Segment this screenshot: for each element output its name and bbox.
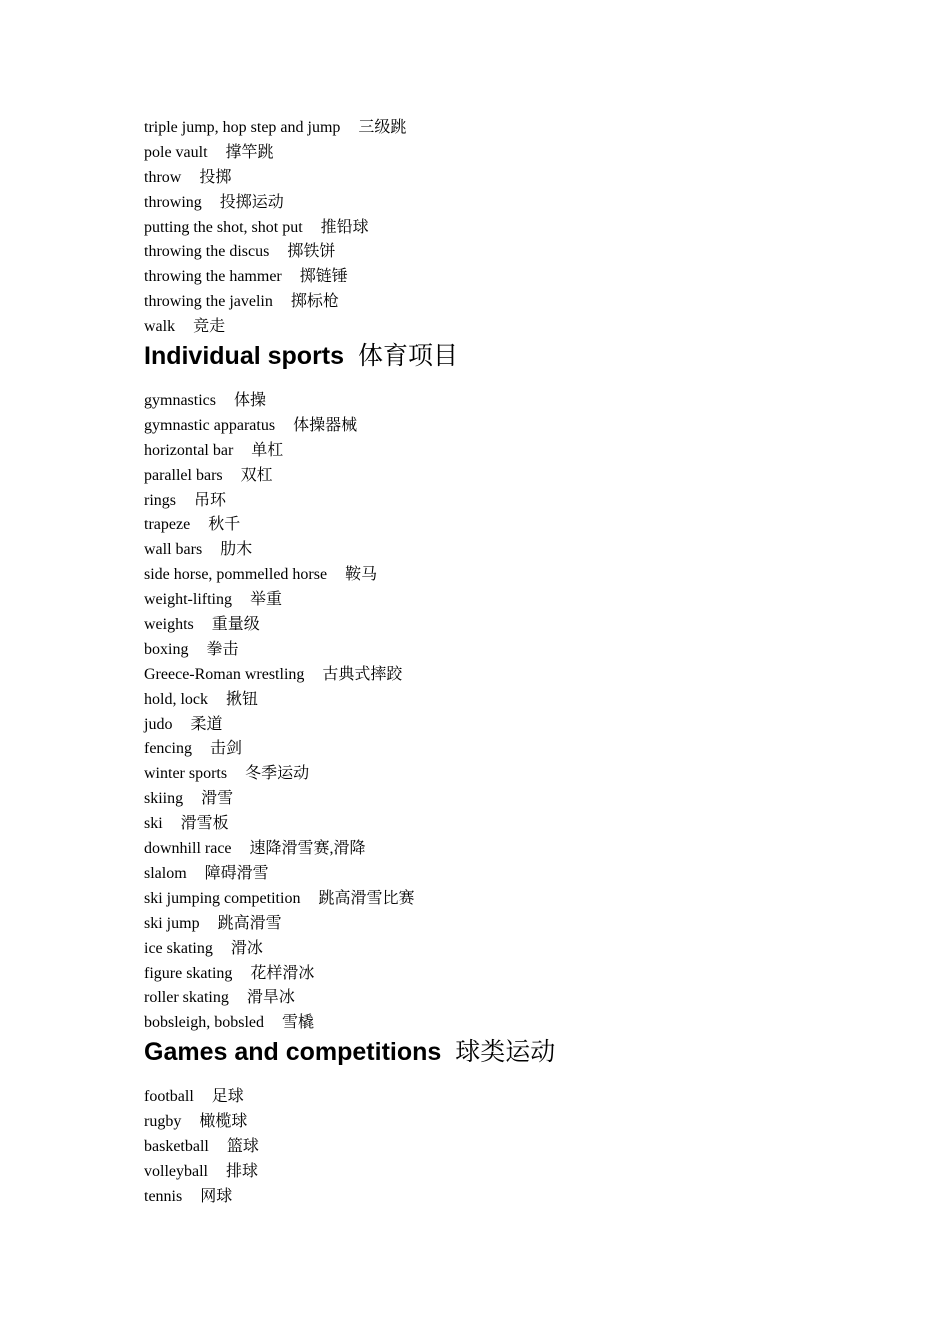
vocab-entry bbox=[144, 1011, 904, 1036]
term-zh: 古典式摔跤 bbox=[322, 665, 403, 683]
term-zh: 撑竿跳 bbox=[225, 143, 274, 161]
heading-zh: 球类运动 bbox=[455, 1038, 556, 1067]
term-zh: 击剑 bbox=[209, 740, 242, 758]
term-zh: 三级跳 bbox=[358, 119, 407, 136]
term-en: bobsleigh, bobsled bbox=[144, 1014, 264, 1032]
vocab-entry bbox=[144, 1110, 904, 1135]
heading-en: Individual sports bbox=[144, 342, 345, 371]
term-zh: 花样滑冰 bbox=[250, 964, 315, 982]
individual-sports-list bbox=[144, 389, 904, 1036]
vocab-entry bbox=[144, 563, 904, 588]
vocab-entry bbox=[144, 389, 904, 414]
vocab-entry bbox=[144, 937, 904, 962]
vocab-entry bbox=[144, 141, 904, 166]
athletics-list bbox=[144, 116, 904, 340]
term-en: weights bbox=[144, 616, 194, 634]
term-en: pole vault bbox=[144, 143, 208, 161]
section-heading-individual-sports bbox=[144, 342, 904, 382]
term-zh: 竞走 bbox=[193, 318, 226, 336]
term-en: putting the shot, shot put bbox=[144, 218, 303, 236]
section-heading-games-and-competitions bbox=[144, 1038, 904, 1078]
term-en: parallel bars bbox=[144, 466, 223, 484]
vocab-entry bbox=[144, 1160, 904, 1185]
term-en: triple jump, hop step and jump bbox=[144, 119, 341, 136]
term-en: weight-lifting bbox=[144, 591, 232, 609]
vocab-entry bbox=[144, 962, 904, 987]
term-zh: 投掷运动 bbox=[219, 193, 284, 211]
term-zh: 雪橇 bbox=[282, 1014, 315, 1032]
term-en: throwing the discus bbox=[144, 243, 270, 261]
term-en: boxing bbox=[144, 640, 189, 658]
term-en: rugby bbox=[144, 1113, 182, 1131]
term-en: horizontal bar bbox=[144, 441, 234, 459]
term-zh: 速降滑雪赛,滑降 bbox=[249, 840, 366, 858]
document-body bbox=[144, 116, 904, 1210]
term-en: ski jump bbox=[144, 914, 200, 932]
term-zh: 跳高滑雪 bbox=[217, 914, 282, 932]
term-en: rings bbox=[144, 491, 176, 509]
term-en: winter sports bbox=[144, 765, 228, 783]
vocab-entry bbox=[144, 216, 904, 241]
term-zh: 重量级 bbox=[211, 616, 260, 634]
vocab-entry bbox=[144, 737, 904, 762]
vocab-entry bbox=[144, 489, 904, 514]
vocab-entry bbox=[144, 638, 904, 663]
heading-zh: 体育项目 bbox=[358, 342, 459, 371]
term-zh: 掷标枪 bbox=[290, 293, 339, 311]
term-en: slalom bbox=[144, 864, 187, 882]
term-zh: 冬季运动 bbox=[245, 765, 310, 783]
vocab-entry bbox=[144, 837, 904, 862]
vocab-entry bbox=[144, 414, 904, 439]
term-zh: 投掷 bbox=[199, 168, 232, 186]
term-zh: 单杠 bbox=[251, 441, 284, 459]
vocab-entry bbox=[144, 787, 904, 812]
vocab-entry bbox=[144, 290, 904, 315]
term-zh: 秋千 bbox=[208, 516, 241, 534]
term-en: football bbox=[144, 1088, 194, 1106]
term-zh: 排球 bbox=[225, 1162, 258, 1180]
vocab-entry bbox=[144, 116, 904, 141]
vocab-entry bbox=[144, 588, 904, 613]
vocab-entry bbox=[144, 240, 904, 265]
vocab-entry bbox=[144, 166, 904, 191]
term-en: fencing bbox=[144, 740, 192, 758]
term-en: judo bbox=[144, 715, 173, 733]
term-en: ice skating bbox=[144, 939, 213, 957]
term-en: ski bbox=[144, 815, 163, 833]
term-zh: 滑雪板 bbox=[180, 815, 229, 833]
term-en: basketball bbox=[144, 1137, 209, 1155]
term-zh: 滑旱冰 bbox=[246, 989, 295, 1007]
term-en: gymnastic apparatus bbox=[144, 416, 276, 434]
term-zh: 揪钮 bbox=[226, 690, 259, 708]
term-en: ski jumping competition bbox=[144, 889, 301, 907]
term-en: trapeze bbox=[144, 516, 191, 534]
heading-en: Games and competitions bbox=[144, 1038, 442, 1067]
term-en: throwing bbox=[144, 193, 202, 211]
vocab-entry bbox=[144, 538, 904, 563]
vocab-entry bbox=[144, 315, 904, 340]
vocab-entry bbox=[144, 1135, 904, 1160]
vocab-entry bbox=[144, 439, 904, 464]
term-en: throwing the hammer bbox=[144, 268, 282, 286]
term-en: gymnastics bbox=[144, 392, 216, 410]
vocab-entry bbox=[144, 464, 904, 489]
term-zh: 篮球 bbox=[226, 1137, 259, 1155]
vocab-entry bbox=[144, 265, 904, 290]
term-zh: 推铅球 bbox=[320, 218, 369, 236]
term-zh: 掷铁饼 bbox=[287, 243, 336, 261]
term-zh: 吊环 bbox=[194, 491, 227, 509]
vocab-entry bbox=[144, 887, 904, 912]
term-zh: 拳击 bbox=[206, 640, 239, 658]
term-en: volleyball bbox=[144, 1162, 208, 1180]
vocab-entry bbox=[144, 862, 904, 887]
term-zh: 滑雪 bbox=[201, 790, 234, 808]
term-en: throw bbox=[144, 168, 182, 186]
term-zh: 障碍滑雪 bbox=[204, 864, 269, 882]
term-en: tennis bbox=[144, 1187, 183, 1205]
term-zh: 橄榄球 bbox=[199, 1113, 248, 1131]
term-en: side horse, pommelled horse bbox=[144, 566, 328, 584]
vocab-entry bbox=[144, 663, 904, 688]
vocab-entry bbox=[144, 191, 904, 216]
term-zh: 鞍马 bbox=[345, 566, 378, 584]
term-zh: 体操 bbox=[234, 392, 267, 410]
vocab-entry bbox=[144, 613, 904, 638]
term-zh: 肋木 bbox=[220, 541, 253, 559]
vocab-entry bbox=[144, 1185, 904, 1210]
term-en: throwing the javelin bbox=[144, 293, 273, 311]
term-en: wall bars bbox=[144, 541, 203, 559]
term-en: Greece-Roman wrestling bbox=[144, 665, 305, 683]
term-zh: 跳高滑雪比赛 bbox=[318, 889, 415, 907]
term-zh: 足球 bbox=[211, 1088, 244, 1106]
vocab-entry bbox=[144, 513, 904, 538]
term-zh: 滑冰 bbox=[230, 939, 263, 957]
term-zh: 掷链锤 bbox=[299, 268, 348, 286]
vocab-entry bbox=[144, 762, 904, 787]
vocab-entry bbox=[144, 713, 904, 738]
vocab-entry bbox=[144, 812, 904, 837]
term-zh: 柔道 bbox=[190, 715, 223, 733]
vocab-entry bbox=[144, 1085, 904, 1110]
term-en: hold, lock bbox=[144, 690, 208, 708]
term-en: figure skating bbox=[144, 964, 233, 982]
term-en: roller skating bbox=[144, 989, 229, 1007]
vocab-entry bbox=[144, 986, 904, 1011]
term-zh: 举重 bbox=[249, 591, 282, 609]
term-en: walk bbox=[144, 318, 176, 336]
vocab-entry bbox=[144, 912, 904, 937]
term-en: downhill race bbox=[144, 840, 232, 858]
term-en: skiing bbox=[144, 790, 184, 808]
vocab-entry bbox=[144, 688, 904, 713]
term-zh: 网球 bbox=[200, 1187, 233, 1205]
term-zh: 体操器械 bbox=[293, 416, 358, 434]
games-list bbox=[144, 1085, 904, 1209]
term-zh: 双杠 bbox=[240, 466, 273, 484]
